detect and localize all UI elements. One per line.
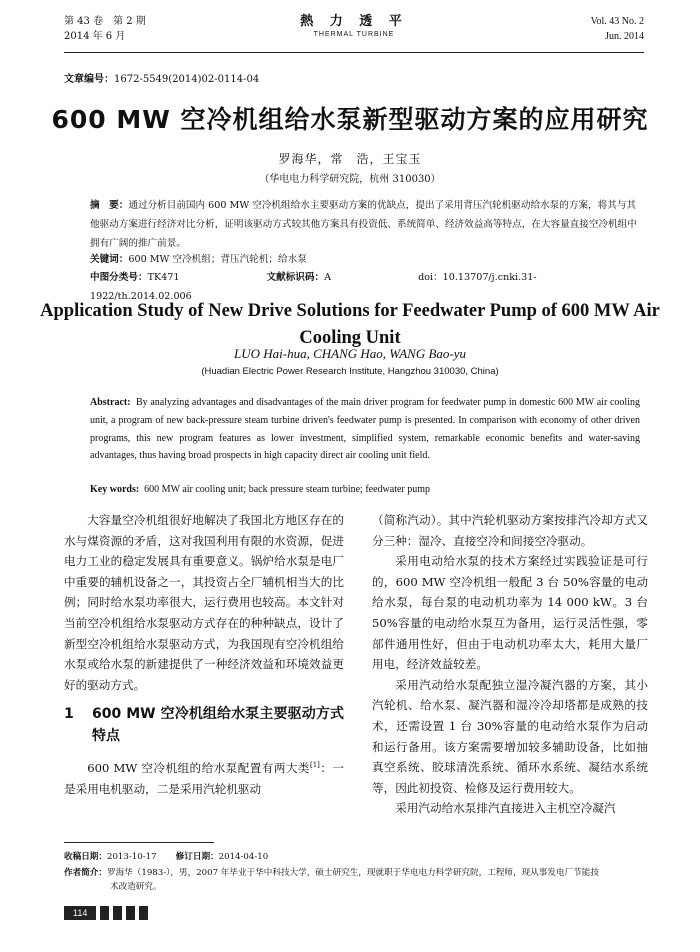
- abstract-en-text: By analyzing advantages and disadvantages of the main driver program for feedwater pump in domestic 600 MW air cooling unit, a program of new back-pressure steam turbine driven's feedwater pump is presented. In comparison with economy of other driven programs, this new program features as lower investment, simplified system, remarkable economic benefits and water-saving advantages, thus having broad prospects in high capacity direct air cooling unit field.: [90, 397, 640, 462]
- journal-name-en: THERMAL TURBINE: [313, 31, 395, 38]
- keywords-cn: [90, 250, 640, 269]
- doc-code-label: 文献标识码：: [266, 272, 325, 283]
- title-en: Application Study of New Drive Solutions for Feedwater Pump of 600 MW Air Cooling Unit: [40, 301, 660, 348]
- journal-name: [64, 14, 644, 40]
- abstract-cn: [90, 196, 640, 253]
- date-en: Jun. 2014: [605, 31, 644, 42]
- received-date: 2013-10-17: [106, 852, 157, 862]
- affiliation-en: (Huadian Electric Power Research Institute, Hangzhou 310030, China): [201, 366, 499, 377]
- keywords-cn-label: 关键词：: [90, 254, 129, 265]
- right-paragraph-3: 采用汽动给水泵配独立湿冷凝汽器的方案，其小汽轮机、给水泵、凝汽器和湿冷冷却塔都是成熟的技术，还需设置 1 台 30%容量的电动给水泵作为启动和运行备用。该方案需要增加较多辅助设备，比如抽真空系统、胶球清洗系统、循环水系统、凝结水系统等，因此初投资、检修及运行费用较大。: [372, 677, 648, 795]
- author-bio-line-1: 罗海华（1983-），男，2007 年毕业于华中科技大学，硕士研究生，现就职于华电电力科学研究院，工程师，现从事发电厂节能技: [106, 868, 599, 878]
- citation-ref[interactable]: [1]: [309, 761, 320, 770]
- date-cn: 2014 年 6 月: [64, 31, 126, 42]
- right-paragraph-1: （简称汽动）。其中汽轮机驱动方案按排汽冷却方式又分三种：湿冷、直接空冷和间接空冷驱动。: [372, 513, 648, 548]
- keywords-en: [90, 484, 640, 495]
- article-number-label: 文章编号：: [64, 74, 114, 85]
- footnote-author: [64, 866, 644, 894]
- intro-paragraph: 大容量空冷机组很好地解决了我国北方地区存在的水与煤资源的矛盾，这对我国利用有限的水资源，促进电力工业的稳定发展具有重要意义。锅炉给水泵是电厂中重要的辅机设备之一，其投资占全厂辅机相当大的比例；同时给水泵功率很大，运行费用也较高。本文针对当前空冷机组给水泵驱动方式存在的种种缺点，设计了新型空冷机组给水泵驱动方式，为我国现有空冷机组给水泵或给水泵的新建提供了一种经济效益和环境效益更好的驱动方式。: [64, 513, 344, 692]
- page-number-marker: [64, 906, 152, 920]
- body-right-column: [372, 510, 648, 819]
- abstract-en: [90, 394, 640, 465]
- section-1-text-b: ：一是采用电机驱动，二是采用汽轮机驱动: [64, 761, 344, 796]
- footnote-dates: [64, 850, 644, 864]
- section-1-heading: [64, 703, 344, 747]
- section-1-number: 1: [64, 706, 74, 723]
- section-1-text-a: 600 MW 空冷机组的给水泵配置有两大类: [87, 761, 310, 776]
- page-marker-block: [126, 906, 135, 920]
- revised-label: 修订日期：: [175, 852, 219, 862]
- keywords-en-label: Key words:: [90, 484, 140, 495]
- authors-en: LUO Hai-hua, CHANG Hao, WANG Bao-yu: [234, 346, 466, 361]
- abstract-cn-label: 摘 要：: [90, 200, 129, 211]
- article-number: [64, 70, 259, 85]
- journal-name-cn: 熱 力 透 平: [300, 14, 408, 29]
- revised-date: 2014-04-10: [218, 852, 269, 862]
- clc-label: 中图分类号：: [90, 272, 148, 283]
- doi: doi：10.13707/j.cnki.31-1922/th.2014.02.006: [90, 272, 537, 302]
- authors-cn: 罗海华，常 浩，王宝玉: [278, 152, 422, 166]
- body-left-column: [64, 510, 344, 799]
- title-cn: 600 MW 空冷机组给水泵新型驱动方案的应用研究: [51, 105, 649, 134]
- keywords-en-text: 600 MW air cooling unit; back pressure steam turbine; feedwater pump: [144, 484, 431, 495]
- running-header: [64, 14, 644, 54]
- clc-value: TK471: [147, 272, 180, 283]
- abstract-en-label: Abstract:: [90, 397, 131, 408]
- affiliation-cn: （华电电力科学研究院，杭州 310030）: [259, 174, 441, 185]
- doc-code-value: A: [324, 272, 332, 283]
- page-marker-block: [100, 906, 109, 920]
- abstract-cn-text: 通过分析目前国内 600 MW 空冷机组给水主要驱动方案的优缺点，提出了采用背压汽轮机驱动给水泵的方案，将其与其他驱动方案进行经济对比分析，证明该驱动方式较其他方案具有投资低、系统简单、经济效益高等特点，在大容量直接空冷机组中拥有广阔的推广前景。: [90, 200, 637, 249]
- keywords-cn-text: 600 MW 空冷机组；背压汽轮机；给水泵: [128, 254, 307, 265]
- volume-issue-cn: 第 43 卷 第 2 期: [64, 16, 146, 27]
- page-number: 114: [64, 906, 96, 920]
- volume-en: Vol. 43 No. 2: [590, 16, 644, 27]
- author-bio-line-2: 术改造研究。: [110, 882, 162, 892]
- header-rule: [64, 52, 644, 53]
- right-paragraph-2: 采用电动给水泵的技术方案经过实践验证是可行的，600 MW 空冷机组一般配 3 台 50%容量的电动给水泵，每台泵的电动机功率为 14 000 kW。3 台 50%容量的电动给水泵互为备用，运行灵活性强，零部件通用性好，但由于电动机功率太大，耗用大量厂用电，经济效益较差。: [372, 554, 648, 672]
- page-marker-block: [139, 906, 148, 920]
- section-1-paragraph: [64, 755, 344, 799]
- footnote-rule: [64, 842, 214, 843]
- section-1-title: 600 MW 空冷机组给水泵主要驱动方式特点: [92, 706, 344, 745]
- page-marker-block: [113, 906, 122, 920]
- volume-issue-en: [591, 14, 644, 44]
- right-paragraph-4: 采用汽动给水泵排汽直接进入主机空冷凝汽: [395, 801, 616, 816]
- author-bio-label: 作者简介：: [64, 868, 107, 878]
- received-label: 收稿日期：: [64, 852, 107, 862]
- article-number-value: 1672-5549(2014)02-0114-04: [114, 74, 260, 85]
